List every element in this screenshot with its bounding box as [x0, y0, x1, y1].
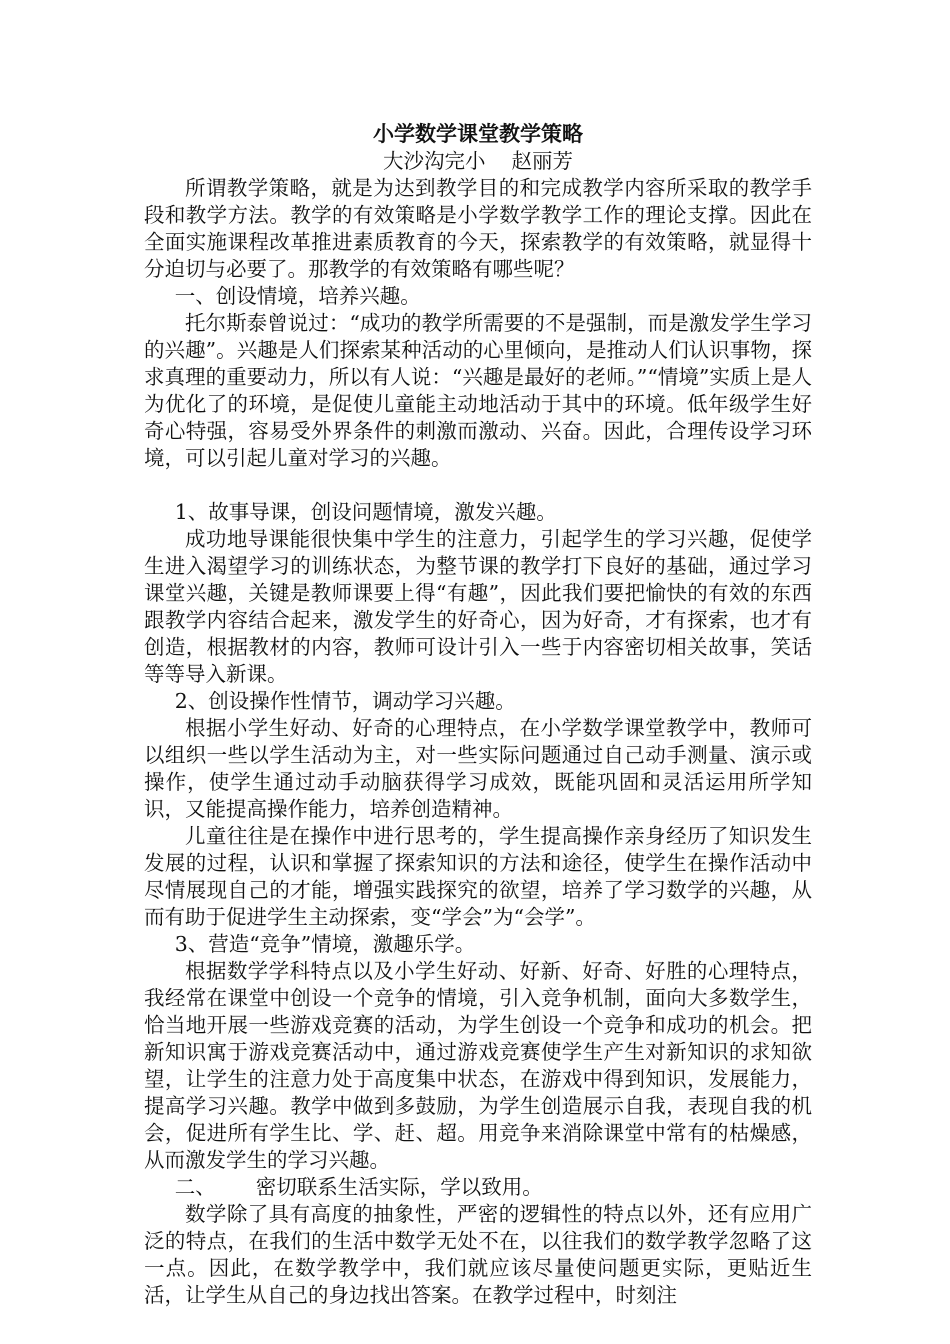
blank-line — [144, 472, 812, 499]
author-school: 大沙沟完小 — [383, 149, 486, 173]
section-2-title: 密切联系生活实际，学以致用。 — [255, 1175, 543, 1199]
intro-paragraph: 所谓教学策略，就是为达到教学目的和完成教学内容所采取的教学手段和教学方法。教学的有效策略是小学数学教学工作的理论支撑。因此在全面实施课程改革推进素质教育的今天，探索教学的有效策略，就显得十分迫切与必要了。那教学的有效策略有哪些呢？ — [144, 176, 812, 281]
document-body — [144, 120, 812, 1309]
page-title: 小学数学课堂教学策略 — [373, 121, 583, 146]
subsection-2-paragraph-1: 根据小学生好动、好奇的心理特点，在小学数学课堂教学中，教师可以组织一些以学生活动为主，对一些实际问题通过自己动手测量、演示或操作，使学生通过动手动脑获得学习成效，既能巩固和灵活运用所学知识，又能提高操作能力，培养创造精神。 — [144, 716, 812, 821]
subsection-1-paragraph: 成功地导课能很快集中学生的注意力，引起学生的学习兴趣，促使学生进入渴望学习的训练状态，为整节课的教学打下良好的基础，通过学习课堂兴趣，关键是教师课要上得“有趣”，因此我们要把愉快的有效的东西跟教学内容结合起来，激发学生的好奇心，因为好奇，才有探索，也才有创造，根据教材的内容，教师可设计引入一些于内容密切相关故事，笑话等等导入新课。 — [144, 527, 812, 686]
author-line — [144, 148, 812, 175]
subsection-3-heading: 3、营造“竞争”情境，激趣乐学。 — [174, 932, 476, 956]
subsection-1-heading: 1、故事导课，创设问题情境，激发兴趣。 — [174, 500, 557, 524]
subsection-2-paragraph-2: 儿童往往是在操作中进行思考的，学生提高操作亲身经历了知识发生发展的过程，认识和掌握了探索知识的方法和途径，使学生在操作活动中尽情展现自己的才能，增强实践探究的欲望，培养了学习数学的兴趣，从而有助于促进学生主动探索，变“学会”为“会学”。 — [144, 824, 812, 929]
subsection-2-heading: 2、创设操作性情节，调动学习兴趣。 — [174, 689, 516, 713]
section-1-heading: 一、创设情境，培养兴趣。 — [174, 284, 421, 308]
section-2-heading — [144, 1174, 812, 1201]
section-2-paragraph: 数学除了具有高度的抽象性，严密的逻辑性的特点以外，还有应用广泛的特点，在我们的生活中数学无处不在，以往我们的数学教学忽略了这一点。因此，在数学教学中，我们就应该尽量使问题更实际，更贴近生活，让学生从自己的身边找出答案。在教学过程中，时刻注 — [144, 1202, 812, 1307]
author-name: 赵丽芳 — [511, 149, 573, 173]
section-1-paragraph: 托尔斯泰曾说过：“成功的教学所需要的不是强制，而是激发学生学习的兴趣”。兴趣是人们探索某种活动的心里倾向，是推动人们认识事物，探求真理的重要动力，所以有人说：“兴趣是最好的老师。”“情境”实质上是人为优化了的环境，是促使儿童能主动地活动于其中的环境。低年级学生好奇心特强，容易受外界条件的刺激而激动、兴奋。因此，合理传设学习环境，可以引起儿童对学习的兴趣。 — [144, 311, 812, 470]
subsection-3-paragraph: 根据数学学科特点以及小学生好动、好新、好奇、好胜的心理特点，我经常在课堂中创设一个竞争的情境，引入竞争机制，面向大多数学生，恰当地开展一些游戏竞赛的活动，为学生创设一个竞争和成功的机会。把新知识寓于游戏竞赛活动中，通过游戏竞赛使学生产生对新知识的求知欲望，让学生的注意力处于高度集中状态，在游戏中得到知识，发展能力，提高学习兴趣。教学中做到多鼓励，为学生创造展示自我，表现自我的机会，促进所有学生比、学、赶、超。用竞争来消除课堂中常有的枯燥感，从而激发学生的学习兴趣。 — [144, 959, 812, 1172]
section-2-number: 二、 — [174, 1175, 216, 1199]
